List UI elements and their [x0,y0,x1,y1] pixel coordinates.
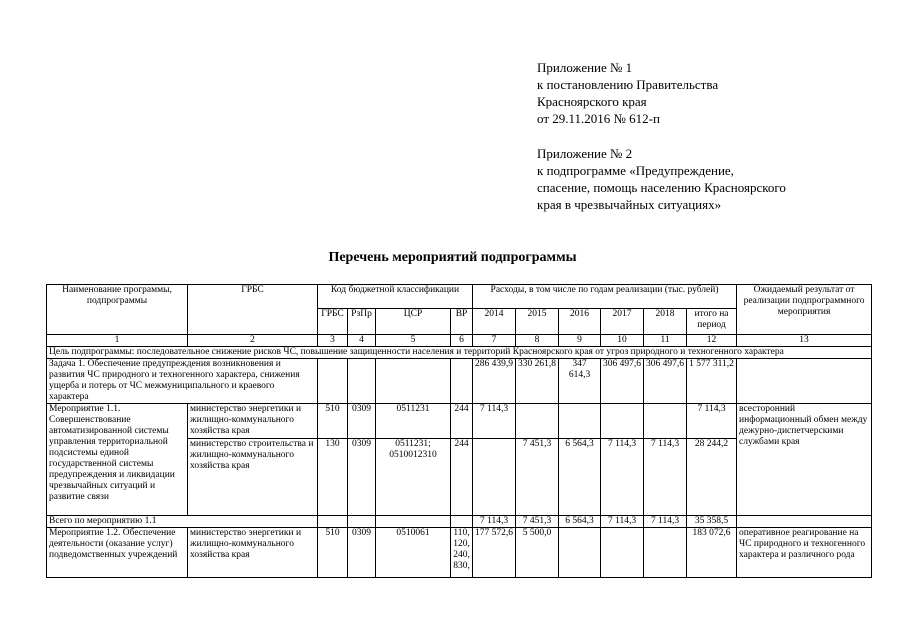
col-kbk-header: Код бюджетной классификации [318,285,473,309]
activity-1-1-vr-1: 244 [451,404,473,439]
activity-1-1-grbs-1: министерство энергетики и жилищно-коммунального хозяйства края [188,404,318,439]
column-number: 8 [516,335,559,347]
activity-1-2-grbs: министерство энергетики и жилищно-коммунального хозяйства края [188,528,318,578]
activity-1-1-csr-1: 0511231 [376,404,451,439]
activity-1-1-total-2: 28 244,2 [687,439,737,516]
task-1-row [47,359,872,404]
activities-table [46,284,872,578]
col-name-header: Наименование программы, подпрограммы [47,285,188,335]
activity-1-1-2016-2: 6 564,3 [559,439,601,516]
activity-1-1-2018-2: 7 114,3 [644,439,687,516]
column-numbers-row [47,335,872,347]
activity-1-2-result: оперативное реагирование на ЧС природного и техногенного характера и различного рода [737,528,872,578]
column-number: 7 [473,335,516,347]
activity-1-1-name: Мероприятие 1.1. Совершенствование автоматизированной системы управления территориальной подсистемы единой государственной системы предупреждения и ликвидации чрезвычайных ситуаций и развитие связи [47,404,188,516]
activity-1-1-csr-2: 0511231; 0510012310 [376,439,451,516]
column-number: 10 [601,335,644,347]
column-number: 4 [348,335,376,347]
column-number: 1 [47,335,188,347]
activity-1-2-2015: 5 500,0 [516,528,559,578]
col-2017-header: 2017 [601,309,644,335]
activity-1-1-rzpr-1: 0309 [348,404,376,439]
activity-1-1-total-1: 7 114,3 [687,404,737,439]
activity-1-1-2014-1: 7 114,3 [473,404,516,439]
col-2018-header: 2018 [644,309,687,335]
sum-1-1-2017: 7 114,3 [601,516,644,528]
activity-1-1-total-label: Всего по мероприятию 1.1 [47,516,318,528]
col-expenses-header: Расходы, в том числе по годам реализации (тыс. рублей) [473,285,737,309]
column-number: 13 [737,335,872,347]
appendix-2-header [537,145,786,213]
task-1-2018: 306 497,6 [644,359,687,404]
activity-1-1-rzpr-2: 0309 [348,439,376,516]
task-1-text: Задача 1. Обеспечение предупреждения возникновения и развития ЧС природного и техногенного характера, снижения ущерба и потерь от ЧС межмуниципального и краевого характера [47,359,318,404]
col-grbs-code-header: ГРБС [318,309,348,335]
activity-1-1-vr-2: 244 [451,439,473,516]
column-number: 9 [559,335,601,347]
sum-1-1-2014: 7 114,3 [473,516,516,528]
column-number: 2 [188,335,318,347]
activity-1-2-2014: 177 572,6 [473,528,516,578]
col-2015-header: 2015 [516,309,559,335]
activity-1-1-code-2: 130 [318,439,348,516]
activity-1-2-row [47,528,872,578]
header-line: от 29.11.2016 № 612-п [537,111,660,126]
activity-1-1-2018-1 [644,404,687,439]
activity-1-1-total-row [47,516,872,528]
activity-1-2-2018 [644,528,687,578]
col-rzpr-header: РзПр [348,309,376,335]
activity-1-1-2015-2: 7 451,3 [516,439,559,516]
activity-1-1-2017-1 [601,404,644,439]
sum-1-1-2016: 6 564,3 [559,516,601,528]
activity-1-2-2017 [601,528,644,578]
task-1-2015: 330 261,8 [516,359,559,404]
activity-1-1-row-1 [47,404,872,439]
col-csr-header: ЦСР [376,309,451,335]
sum-1-1-2015: 7 451,3 [516,516,559,528]
activity-1-1-grbs-2: министерство строительства и жилищно-коммунального хозяйства края [188,439,318,516]
sum-1-1-total: 35 358,5 [687,516,737,528]
table-header-row [47,285,872,309]
col-total-header: итого на период [687,309,737,335]
column-number: 3 [318,335,348,347]
activity-1-1-2015-1 [516,404,559,439]
sum-1-1-2018: 7 114,3 [644,516,687,528]
task-1-total: 1 577 311,2 [687,359,737,404]
header-line: Приложение № 1 [537,60,633,75]
goal-row [47,347,872,359]
col-grbs-header: ГРБС [188,285,318,335]
activity-1-2-rzpr: 0309 [348,528,376,578]
activity-1-2-vr: 110, 120, 240, 830, [451,528,473,578]
activity-1-2-2016 [559,528,601,578]
col-result-header: Ожидаемый результат от реализации подпрограммного мероприятия [737,285,872,335]
document-title: Перечень мероприятий подпрограммы [328,250,577,265]
column-number: 5 [376,335,451,347]
activity-1-1-2017-2: 7 114,3 [601,439,644,516]
col-2014-header: 2014 [473,309,516,335]
activity-1-1-result: всесторонний информационный обмен между дежурно-диспетчерскими службами края [737,404,872,516]
activity-1-1-2016-1 [559,404,601,439]
column-number: 11 [644,335,687,347]
activity-1-1-2014-2 [473,439,516,516]
header-line: к постановлению Правительства [537,77,719,92]
header-line: спасение, помощь населению Красноярского [537,180,786,195]
activity-1-2-total: 183 072,6 [687,528,737,578]
task-1-2017: 306 497,6 [601,359,644,404]
subprogram-goal: Цель подпрограммы: последовательное снижение рисков ЧС, повышение защищенности населения и территорий Красноярского края от угроз природного и техногенного характера [47,347,872,359]
column-number: 6 [451,335,473,347]
task-1-2014: 286 439,9 [473,359,516,404]
appendix-1-header [537,59,718,127]
header-line: к подпрограмме «Предупреждение, [537,163,734,178]
header-line: Приложение № 2 [537,146,633,161]
header-line: края в чрезвычайных ситуациях» [537,197,722,212]
col-vr-header: ВР [451,309,473,335]
activity-1-2-name: Мероприятие 1.2. Обеспечение деятельности (оказание услуг) подведомственных учреждений [47,528,188,578]
activity-1-1-code-1: 510 [318,404,348,439]
task-1-2016: 347 614,3 [559,359,601,404]
col-2016-header: 2016 [559,309,601,335]
activity-1-2-code: 510 [318,528,348,578]
activity-1-2-csr: 0510061 [376,528,451,578]
header-line: Красноярского края [537,94,647,109]
column-number: 12 [687,335,737,347]
